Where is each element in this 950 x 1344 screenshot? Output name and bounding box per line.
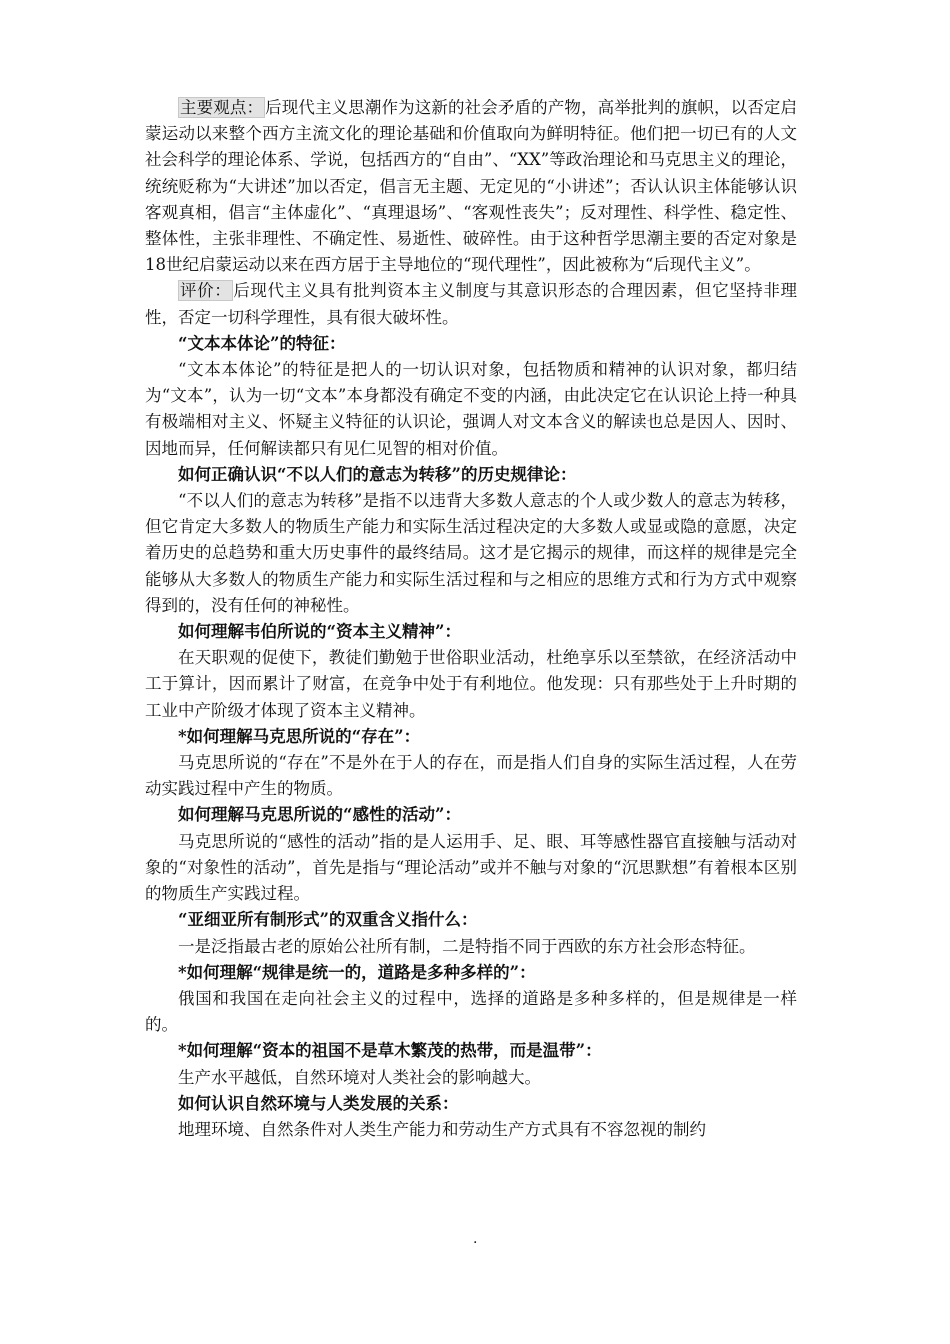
page-footer-marker: .	[473, 1231, 478, 1247]
paragraph-historical-law: “不以人们的意志为转移”是指不以违背大多数人意志的个人或少数人的意志为转移，但它肯定大多数人的物质生产能力和实际生活过程决定的大多数人或显或隐的意愿，决定着历史的总趋势和重大历史事件的最终结局。这才是它揭示的规律，而这样的规律是完全能够从大多数人的物质生产能力和实际生活过程和与之相应的思维方式和行为方式中观察得到的，没有任何的神秘性。	[145, 491, 797, 615]
paragraph-text: 后现代主义思潮作为这新的社会矛盾的产物，高举批判的旗帜，以否定启蒙运动以来整个西方主流文化的理论基础和价值取向为鲜明特征。他们把一切已有的人文社会科学的理论体系、学说，包括西方的“自由”、“XX”等政治理论和马克思主义的理论，统统贬称为“大讲述”加以否定，倡言无主题、无定见的“小讲述”；否认认识主体能够认识客观真相，倡言“主体虚化”、“真理退场”、“客观性丧失”；反对理性、科学性、稳定性、整体性，主张非理性、不确定性、易逝性、破碎性。由于这种哲学思潮主要的否定对象是 18世纪启蒙运动以来在西方居于主导地位的“现代理性”，因此被称为“后现代主义”。	[145, 98, 797, 275]
paragraph-existence: 马克思所说的“存在”不是外在于人的存在，而是指人们自身的实际生活过程，人在劳动实践过程中产生的物质。	[145, 753, 797, 799]
heading-sensuous-activity: 如何理解马克思所说的“感性的活动”：	[178, 805, 461, 825]
paragraph-natural-environment: 地理环境、自然条件对人类生产能力和劳动生产方式具有不容忽视的制约	[178, 1119, 706, 1139]
document-body	[145, 95, 797, 1143]
paragraph-unified-law: 俄国和我国在走向社会主义的过程中，选择的道路是多种多样的，但是规律是一样的。	[145, 988, 797, 1035]
heading-text-ontology: “文本本体论”的特征：	[178, 333, 346, 353]
paragraph-text-ontology: “文本本体论”的特征是把人的一切认识对象，包括物质和精神的认识对象，都归结为“文本”，认为一切“文本”本身都没有确定不变的内涵，由此决定它在认识论上持一种具有极端相对主义、怀疑主义特征的认识论，强调人对文本含义的解读也总是因人、因时、因地而异，任何解读都只有见仁见智的相对价值。	[145, 360, 797, 458]
heading-capitalist-spirit: 如何理解韦伯所说的“资本主义精神”：	[178, 622, 461, 642]
paragraph-capitalist-spirit: 在天职观的促使下，教徒们勤勉于世俗职业活动，杜绝享乐以至禁欲，在经济活动中工于算计，因而累计了财富，在竞争中处于有利地位。他发现：只有那些处于上升时期的工业中产阶级才体现了资本主义精神。	[145, 648, 797, 720]
heading-natural-environment: 如何认识自然环境与人类发展的关系：	[178, 1093, 459, 1113]
paragraph-sensuous-activity: 马克思所说的“感性的活动”指的是人运用手、足、眼、耳等感性器官直接触与活动对象的“对象性的活动”，首先是指与“理论活动”或并不触与对象的“沉思默想”有着根本区别的物质生产实践过程。	[145, 831, 797, 904]
heading-historical-law: 如何正确认识“不以人们的意志为转移”的历史规律论：	[178, 464, 577, 484]
label-main-viewpoint: 主要观点：	[180, 98, 264, 117]
heading-temperate-zone: *如何理解“资本的祖国不是草木繁茂的热带，而是温带”：	[178, 1041, 602, 1061]
paragraph-main-viewpoint	[145, 95, 797, 278]
heading-unified-law: *如何理解“规律是统一的，道路是多种多样的”：	[178, 962, 536, 982]
paragraph-text: 后现代主义具有批判资本主义制度与其意识形态的合理因素，但它坚持非理性，否定一切科学理性，具有很大破坏性。	[145, 281, 798, 327]
paragraph-evaluation	[145, 278, 797, 330]
paragraph-asiatic-ownership: 一是泛指最古老的原始公社所有制，二是特指不同于西欧的东方社会形态特征。	[178, 936, 756, 956]
heading-existence: *如何理解马克思所说的“存在”：	[178, 726, 421, 746]
label-evaluation: 评价：	[180, 281, 232, 301]
paragraph-temperate-zone: 生产水平越低，自然环境对人类社会的影响越大。	[178, 1067, 541, 1087]
heading-asiatic-ownership: “亚细亚所有制形式”的双重含义指什么：	[178, 910, 478, 930]
